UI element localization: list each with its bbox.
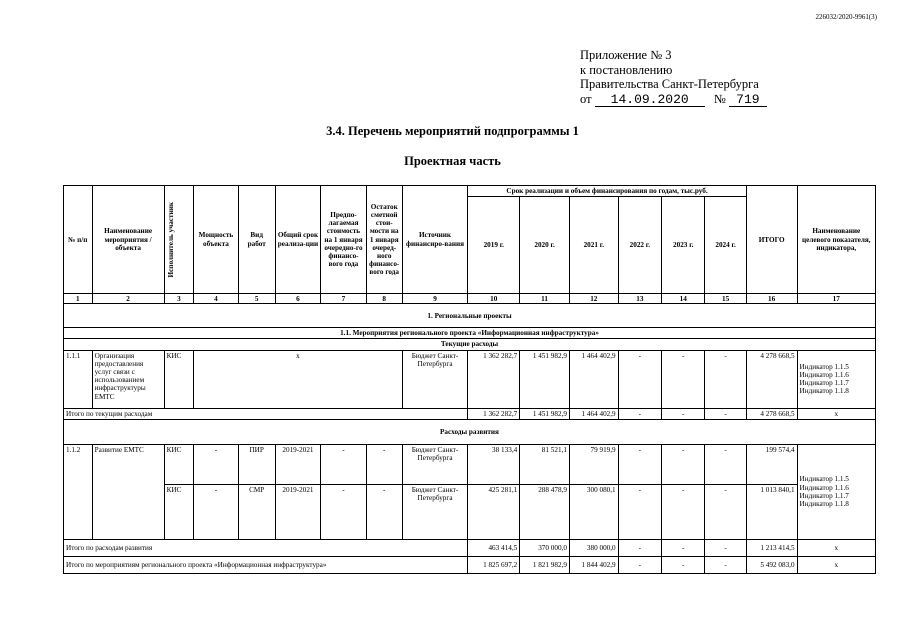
value-2024: - — [705, 444, 746, 484]
row-cost: - — [321, 484, 367, 539]
value-2022: - — [618, 539, 661, 556]
section-development-expenses: Расходы развития — [64, 419, 876, 444]
value-2019: 425 281,1 — [468, 484, 520, 539]
header-kind: Вид работ — [238, 186, 275, 294]
header-year: 2022 г. — [618, 197, 661, 294]
header-total: ИТОГО — [746, 186, 797, 294]
row-rest: - — [366, 484, 402, 539]
value-2021: 1 464 402,9 — [569, 408, 618, 419]
value-2023: - — [662, 408, 705, 419]
section-info-infrastructure: 1.1. Мероприятия регионального проекта «Информационная инфраструктура» — [64, 328, 876, 339]
value-2023: - — [662, 350, 705, 408]
table-row — [64, 350, 876, 408]
col-num: 15 — [705, 294, 746, 304]
indicator-x: х — [797, 556, 875, 573]
document-number: 226032/2020-9961(3) — [815, 13, 877, 21]
value-2021: 1 844 402,9 — [569, 556, 618, 573]
row-cost: - — [321, 444, 367, 484]
value-2021: 79 919,9 — [569, 444, 618, 484]
section-regional-projects: 1. Региональные проекты — [64, 304, 876, 328]
row-rest: - — [366, 444, 402, 484]
row-term: 2019-2021 — [275, 484, 321, 539]
col-num: 17 — [797, 294, 875, 304]
row-executor: КИС — [164, 350, 194, 408]
value-2020: 370 000,0 — [520, 539, 570, 556]
value-2022: - — [618, 408, 661, 419]
header-rest: Остаток сметной стои-мости на 1 января очеред-ного финансо-вого года — [366, 186, 402, 294]
row-executor: КИС — [164, 484, 194, 539]
col-num: 7 — [321, 294, 367, 304]
row-term: 2019-2021 — [275, 444, 321, 484]
value-2020: 288 478,9 — [520, 484, 570, 539]
row-power: - — [194, 444, 238, 484]
section-current-expenses: Текущие расходы — [64, 339, 876, 350]
col-num: 3 — [164, 294, 194, 304]
header-term: Общий срок реализа-ции — [275, 186, 321, 294]
row-executor: КИС — [164, 444, 194, 484]
row-power: - — [194, 484, 238, 539]
value-2020: 1 451 982,9 — [520, 408, 570, 419]
col-num: 1 — [64, 294, 93, 304]
table-row-total — [64, 556, 876, 573]
value-2022: - — [618, 350, 661, 408]
page-title: 3.4. Перечень мероприятий подпрограммы 1 — [326, 124, 579, 138]
value-2024: - — [705, 408, 746, 419]
value-2019: 1 825 697,2 — [468, 556, 520, 573]
row-number: 1.1.2 — [64, 444, 93, 539]
value-total: 199 574,4 — [746, 444, 797, 484]
col-num: 9 — [402, 294, 468, 304]
indicator-x: х — [797, 408, 875, 419]
col-num: 5 — [238, 294, 275, 304]
col-num: 13 — [618, 294, 661, 304]
value-2020: 1 821 982,9 — [520, 556, 570, 573]
value-total: 5 492 083,0 — [746, 556, 797, 573]
col-num: 6 — [275, 294, 321, 304]
decree-number: 719 — [729, 94, 767, 107]
col-num: 16 — [746, 294, 797, 304]
col-num: 14 — [662, 294, 705, 304]
row-name: Развитие ЕМТС — [92, 444, 164, 539]
subtotal-label: Итого по расходам развития — [64, 539, 468, 556]
row-indicators: Индикатор 1.1.5 Индикатор 1.1.6 Индикатор 1.1.7 Индикатор 1.1.8 — [797, 350, 875, 408]
value-2023: - — [662, 556, 705, 573]
row-source: Бюджет Санкт-Петербурга — [402, 484, 468, 539]
value-2022: - — [618, 556, 661, 573]
appendix-date-line — [580, 92, 767, 107]
value-2022: - — [618, 484, 661, 539]
value-2024: - — [705, 539, 746, 556]
indicator-x: х — [797, 539, 875, 556]
table-row — [64, 484, 876, 539]
col-num: 10 — [468, 294, 520, 304]
header-source: Источник финансиро-вания — [402, 186, 468, 294]
value-2024: - — [705, 556, 746, 573]
value-2021: 1 464 402,9 — [569, 350, 618, 408]
table-row — [64, 444, 876, 484]
value-total: 4 278 668,5 — [746, 350, 797, 408]
value-2023: - — [662, 444, 705, 484]
value-total: 4 278 668,5 — [746, 408, 797, 419]
row-source: Бюджет Санкт-Петербурга — [402, 444, 468, 484]
value-total: 1 013 840,1 — [746, 484, 797, 539]
header-year: 2019 г. — [468, 197, 520, 294]
row-kind: СМР — [238, 484, 275, 539]
header-year: 2020 г. — [520, 197, 570, 294]
header-n: № п/п — [64, 186, 93, 294]
value-2024: - — [705, 484, 746, 539]
value-2020: 1 451 982,9 — [520, 350, 570, 408]
header-executor: Исполнитель участник — [164, 186, 194, 294]
row-x-mark: х — [194, 350, 403, 408]
header-name: Наименование мероприятия /объекта — [92, 186, 164, 294]
header-cost: Предпо-лагаемая стоимость на 1 января очередно-го финансо-вого года — [321, 186, 367, 294]
value-2021: 300 080,1 — [569, 484, 618, 539]
col-num: 2 — [92, 294, 164, 304]
header-year: 2021 г. — [569, 197, 618, 294]
table-row-subtotal — [64, 408, 876, 419]
value-2020: 81 521,1 — [520, 444, 570, 484]
value-2023: - — [662, 539, 705, 556]
decree-date: 14.09.2020 — [595, 94, 705, 107]
appendix-line2: к постановлению — [580, 62, 673, 77]
appendix-line3: Правительства Санкт-Петербурга — [580, 77, 759, 91]
row-name: Организация предоставления услуг связи с использованием инфраструктуры ЕМТС — [92, 350, 164, 408]
col-num: 12 — [569, 294, 618, 304]
col-num: 4 — [194, 294, 238, 304]
value-2023: - — [662, 484, 705, 539]
value-2019: 1 362 282,7 — [468, 408, 520, 419]
header-group: Срок реализации и объем финансирования по годам, тыс.руб. — [468, 186, 746, 197]
column-numbers-row — [64, 294, 876, 304]
value-2019: 38 133,4 — [468, 444, 520, 484]
number-label: № — [713, 91, 726, 106]
measures-table — [63, 185, 876, 574]
row-indicators: Индикатор 1.1.5 Индикатор 1.1.6 Индикатор 1.1.7 Индикатор 1.1.8 — [797, 444, 875, 539]
from-label: от — [580, 91, 592, 106]
row-number: 1.1.1 — [64, 350, 93, 408]
value-2019: 463 414,5 — [468, 539, 520, 556]
col-num: 11 — [520, 294, 570, 304]
header-year: 2024 г. — [705, 197, 746, 294]
value-total: 1 213 414,5 — [746, 539, 797, 556]
page-subtitle: Проектная часть — [404, 154, 501, 168]
value-2019: 1 362 282,7 — [468, 350, 520, 408]
header-indicator: Наименование целевого показателя, индикатора, — [797, 186, 875, 294]
table-row-subtotal — [64, 539, 876, 556]
col-num: 8 — [366, 294, 402, 304]
row-kind: ПИР — [238, 444, 275, 484]
subtotal-label: Итого по текущим расходам — [64, 408, 468, 419]
value-2024: - — [705, 350, 746, 408]
row-source: Бюджет Санкт-Петербурга — [402, 350, 468, 408]
header-power: Мощность объекта — [194, 186, 238, 294]
value-2022: - — [618, 444, 661, 484]
header-year: 2023 г. — [662, 197, 705, 294]
total-label: Итого по мероприятиям регионального проекта «Информационная инфраструктура» — [64, 556, 468, 573]
appendix-block — [580, 48, 767, 107]
appendix-line1: Приложение № 3 — [580, 48, 672, 62]
value-2021: 380 000,0 — [569, 539, 618, 556]
